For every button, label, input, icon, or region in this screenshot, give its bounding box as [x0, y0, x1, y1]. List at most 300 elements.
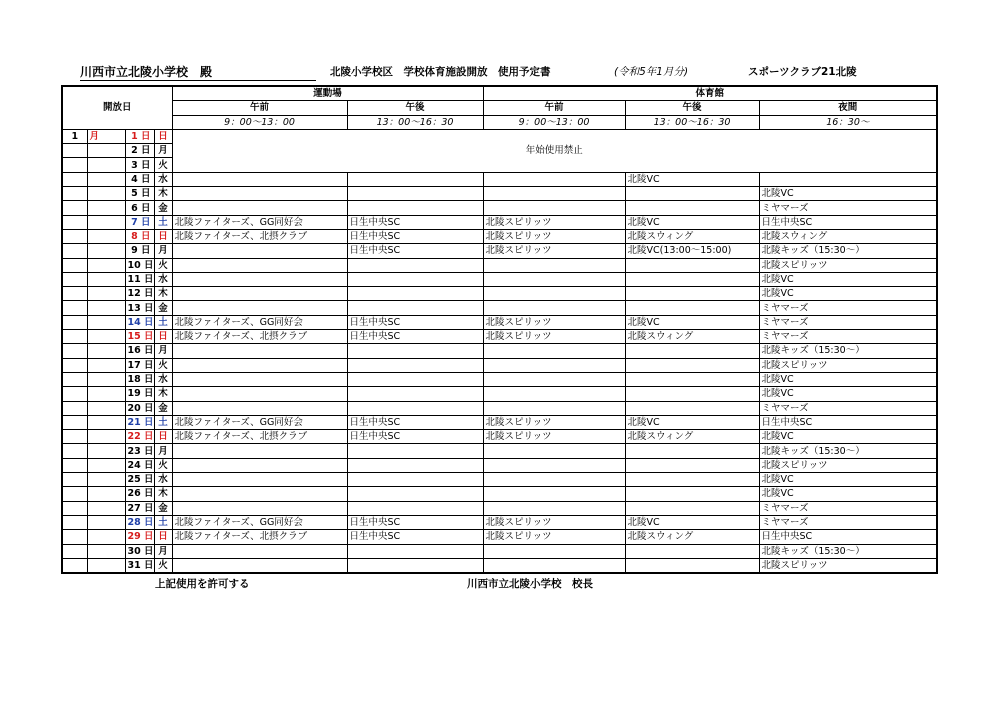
- table-row: [62, 129, 937, 143]
- table-row: [62, 287, 937, 301]
- month-unit-cell: [87, 430, 125, 444]
- schedule-cell-y2: [625, 501, 759, 515]
- schedule-cell-g1: [172, 558, 347, 573]
- day-number: 13 日: [125, 301, 154, 315]
- month-unit-cell: [87, 201, 125, 215]
- day-unit: 日: [137, 231, 151, 243]
- table-row: [62, 444, 937, 458]
- schedule-cell-g2: [347, 401, 483, 415]
- month-unit-cell: [87, 287, 125, 301]
- schedule-cell-y1: [483, 372, 625, 386]
- month-cell: [62, 558, 87, 573]
- schedule-cell-y3: 日生中央SC: [759, 415, 937, 429]
- table-row: [62, 215, 937, 229]
- principal-signature: 川西市立北陵小学校 校長: [467, 578, 593, 590]
- schedule-cell-y2: 北陵VC: [625, 215, 759, 229]
- schedule-cell-y3: 北陵VC: [759, 287, 937, 301]
- schedule-cell-y2: [625, 458, 759, 472]
- month-cell: [62, 158, 87, 172]
- day-unit: 日: [140, 374, 154, 386]
- schedule-cell-g2: [347, 287, 483, 301]
- day-unit: 日: [140, 402, 154, 414]
- month-unit-cell: [87, 344, 125, 358]
- month-cell: [62, 372, 87, 386]
- schedule-cell-y2: [625, 444, 759, 458]
- document-title: 北陵小学校区 学校体育施設開放 使用予定書: [330, 66, 551, 78]
- month-cell: [62, 487, 87, 501]
- schedule-cell-y3: ミヤマーズ: [759, 401, 937, 415]
- schedule-cell-y2: [625, 358, 759, 372]
- month-unit-cell: [87, 444, 125, 458]
- schedule-cell-y1: [483, 487, 625, 501]
- month-cell: [62, 229, 87, 243]
- table-row: [62, 229, 937, 243]
- schedule-cell-y2: 北陵VC(13:00～15:00): [625, 244, 759, 258]
- day-number: 29 日: [125, 530, 154, 544]
- table-row: [62, 315, 937, 329]
- schedule-cell-y1: [483, 387, 625, 401]
- schedule-cell-g1: 北陵ファイターズ、GG同好会: [172, 415, 347, 429]
- month-cell: [62, 444, 87, 458]
- day-number: 15 日: [125, 330, 154, 344]
- day-number: 7 日: [125, 215, 154, 229]
- month-cell: [62, 544, 87, 558]
- month-unit-cell: [87, 401, 125, 415]
- schedule-cell-y2: [625, 558, 759, 573]
- schedule-cell-g2: [347, 558, 483, 573]
- schedule-cell-g1: [172, 501, 347, 515]
- schedule-cell-g2: 日生中央SC: [347, 430, 483, 444]
- schedule-cell-g2: [347, 187, 483, 201]
- schedule-cell-y2: 北陵VC: [625, 315, 759, 329]
- schedule-cell-g1: 北陵ファイターズ、北摂クラブ: [172, 430, 347, 444]
- day-unit: 日: [140, 459, 154, 471]
- table-row: [62, 415, 937, 429]
- day-number: 16 日: [125, 344, 154, 358]
- weekday: 木: [154, 387, 172, 401]
- schedule-cell-y1: [483, 401, 625, 415]
- table-row: [62, 387, 937, 401]
- recipient-school: 川西市立北陵小学校 殿: [80, 63, 316, 81]
- day-unit: 日: [140, 559, 154, 571]
- day-number: 25 日: [125, 473, 154, 487]
- schedule-cell-y3: ミヤマーズ: [759, 201, 937, 215]
- schedule-cell-g2: [347, 258, 483, 272]
- schedule-cell-g1: [172, 444, 347, 458]
- weekday: 月: [154, 444, 172, 458]
- table-row: [62, 544, 937, 558]
- schedule-cell-y1: [483, 558, 625, 573]
- permit-statement: 上記使用を許可する: [155, 578, 250, 590]
- day-unit: 日: [140, 359, 154, 371]
- schedule-cell-y2: 北陵スウィング: [625, 229, 759, 243]
- table-row: [62, 458, 937, 472]
- schedule-cell-g1: 北陵ファイターズ、GG同好会: [172, 515, 347, 529]
- schedule-cell-y2: [625, 387, 759, 401]
- schedule-cell-y3: 北陵スピリッツ: [759, 258, 937, 272]
- month-unit-cell: [87, 258, 125, 272]
- month-unit-cell: [87, 487, 125, 501]
- weekday: 水: [154, 473, 172, 487]
- weekday: 水: [154, 172, 172, 186]
- schedule-cell-g2: [347, 387, 483, 401]
- month-cell: [62, 387, 87, 401]
- schedule-cell-y2: [625, 187, 759, 201]
- schedule-cell-y1: [483, 458, 625, 472]
- month-unit-cell: [87, 387, 125, 401]
- day-unit: 日: [137, 131, 151, 143]
- month-cell: [62, 501, 87, 515]
- schedule-cell-y3: 北陵キッズ（15:30～）: [759, 544, 937, 558]
- schedule-cell-g2: [347, 487, 483, 501]
- day-unit: 日: [137, 202, 151, 214]
- month-cell: [62, 515, 87, 529]
- schedule-cell-y1: [483, 444, 625, 458]
- schedule-cell-g2: [347, 473, 483, 487]
- weekday: 日: [154, 129, 172, 143]
- gym-header: 体育館: [483, 86, 937, 101]
- schedule-cell-y2: [625, 287, 759, 301]
- table-row: [62, 401, 937, 415]
- schedule-cell-y2: [625, 544, 759, 558]
- table-row: [62, 244, 937, 258]
- schedule-cell-y1: 北陵スピリッツ: [483, 244, 625, 258]
- schedule-cell-g2: 日生中央SC: [347, 530, 483, 544]
- ground-morning-header: 午前: [172, 101, 347, 115]
- month-cell: [62, 258, 87, 272]
- schedule-cell-y1: [483, 344, 625, 358]
- month-cell: [62, 172, 87, 186]
- weekday: 金: [154, 501, 172, 515]
- day-number: 8 日: [125, 229, 154, 243]
- schedule-cell-y3: ミヤマーズ: [759, 301, 937, 315]
- ground-afternoon-time: 13：00～16：30: [347, 115, 483, 129]
- schedule-cell-y2: 北陵VC: [625, 172, 759, 186]
- schedule-cell-y3: ミヤマーズ: [759, 330, 937, 344]
- schedule-cell-g2: [347, 501, 483, 515]
- schedule-cell-g2: [347, 444, 483, 458]
- schedule-cell-y3: 日生中央SC: [759, 530, 937, 544]
- table-row: [62, 330, 937, 344]
- schedule-cell-y1: 北陵スピリッツ: [483, 415, 625, 429]
- month-unit-cell: [87, 372, 125, 386]
- month-unit-cell: [87, 544, 125, 558]
- day-number: 10 日: [125, 258, 154, 272]
- ground-morning-time: 9：00～13：00: [172, 115, 347, 129]
- schedule-cell-y2: 北陵スウィング: [625, 330, 759, 344]
- schedule-cell-y3: ミヤマーズ: [759, 315, 937, 329]
- day-unit: 日: [137, 145, 151, 157]
- schedule-cell-y3: 北陵スピリッツ: [759, 458, 937, 472]
- schedule-cell-g1: 北陵ファイターズ、北摂クラブ: [172, 530, 347, 544]
- schedule-cell-g1: [172, 387, 347, 401]
- weekday: 日: [154, 229, 172, 243]
- schedule-cell-y2: [625, 272, 759, 286]
- day-unit: 日: [140, 274, 154, 285]
- schedule-cell-g2: [347, 272, 483, 286]
- month-cell: [62, 530, 87, 544]
- day-unit: 日: [140, 345, 154, 357]
- day-unit: 日: [140, 302, 154, 314]
- schedule-cell-g1: [172, 458, 347, 472]
- month-unit-cell: [87, 473, 125, 487]
- gym-afternoon-header: 午後: [625, 101, 759, 115]
- day-number: 23 日: [125, 444, 154, 458]
- month-unit-cell: [87, 187, 125, 201]
- day-unit: 日: [140, 316, 154, 328]
- weekday: 水: [154, 272, 172, 286]
- month-cell: [62, 272, 87, 286]
- weekday: 火: [154, 258, 172, 272]
- month-unit-cell: [87, 172, 125, 186]
- schedule-cell-y2: 北陵スウィング: [625, 430, 759, 444]
- schedule-cell-y3: 北陵VC: [759, 487, 937, 501]
- month-unit-cell: [87, 244, 125, 258]
- table-row: [62, 558, 937, 573]
- day-number: 2 日: [125, 144, 154, 158]
- schedule-cell-y1: 北陵スピリッツ: [483, 530, 625, 544]
- schedule-cell-y1: [483, 473, 625, 487]
- weekday: 火: [154, 458, 172, 472]
- weekday: 土: [154, 515, 172, 529]
- table-row: [62, 487, 937, 501]
- schedule-cell-y3: 北陵VC: [759, 430, 937, 444]
- gym-morning-header: 午前: [483, 101, 625, 115]
- day-unit: 日: [140, 502, 154, 514]
- schedule-cell-y1: [483, 187, 625, 201]
- schedule-cell-g1: 北陵ファイターズ、北摂クラブ: [172, 330, 347, 344]
- schedule-cell-g1: [172, 272, 347, 286]
- schedule-cell-y3: 北陵VC: [759, 272, 937, 286]
- weekday: 土: [154, 215, 172, 229]
- day-unit: 日: [140, 331, 154, 343]
- schedule-cell-y3: 北陵スピリッツ: [759, 558, 937, 573]
- schedule-cell-y1: 北陵スピリッツ: [483, 515, 625, 529]
- table-row: [62, 258, 937, 272]
- schedule-cell-y1: [483, 301, 625, 315]
- document-header: [0, 64, 1000, 80]
- schedule-cell-y3: 北陵VC: [759, 473, 937, 487]
- schedule-cell-g1: [172, 401, 347, 415]
- schedule-cell-g1: 北陵ファイターズ、GG同好会: [172, 215, 347, 229]
- day-unit: 日: [137, 159, 151, 171]
- month-unit-cell: [87, 301, 125, 315]
- day-number: 19 日: [125, 387, 154, 401]
- table-row: [62, 358, 937, 372]
- table-row: [62, 344, 937, 358]
- schedule-cell-g2: 日生中央SC: [347, 229, 483, 243]
- header-row-2: [62, 101, 937, 115]
- table-row: [62, 201, 937, 215]
- weekday: 日: [154, 430, 172, 444]
- month-unit-cell: [87, 215, 125, 229]
- schedule-cell-y3: ミヤマーズ: [759, 501, 937, 515]
- schedule-cell-g2: [347, 372, 483, 386]
- schedule-cell-y1: [483, 358, 625, 372]
- schedule-cell-g1: [172, 344, 347, 358]
- schedule-cell-y2: [625, 344, 759, 358]
- day-number: 5 日: [125, 187, 154, 201]
- month-unit: 月: [87, 129, 125, 143]
- day-number: 30 日: [125, 544, 154, 558]
- month-cell: [62, 358, 87, 372]
- gym-night-header: 夜間: [759, 101, 937, 115]
- day-number: 12 日: [125, 287, 154, 301]
- month-cell: [62, 215, 87, 229]
- weekday: 木: [154, 187, 172, 201]
- schedule-cell-y1: [483, 172, 625, 186]
- weekday: 月: [154, 544, 172, 558]
- schedule-cell-y2: 北陵VC: [625, 415, 759, 429]
- month-unit-cell: [87, 158, 125, 172]
- schedule-table: [61, 85, 938, 574]
- schedule-cell-y3: 北陵VC: [759, 187, 937, 201]
- month-cell: [62, 244, 87, 258]
- table-row: [62, 172, 937, 186]
- schedule-cell-g2: [347, 458, 483, 472]
- month-unit-cell: [87, 330, 125, 344]
- schedule-cell-y2: [625, 401, 759, 415]
- schedule-cell-y1: 北陵スピリッツ: [483, 215, 625, 229]
- month-cell: [62, 401, 87, 415]
- month-cell: [62, 315, 87, 329]
- table-row: [62, 301, 937, 315]
- month-cell: [62, 187, 87, 201]
- day-unit: 日: [140, 517, 154, 529]
- schedule-cell-g2: [347, 544, 483, 558]
- day-unit: 日: [140, 531, 154, 543]
- schedule-cell-g1: [172, 358, 347, 372]
- table-row: [62, 272, 937, 286]
- month-cell: [62, 430, 87, 444]
- gym-morning-time: 9：00～13：00: [483, 115, 625, 129]
- table-row: [62, 430, 937, 444]
- table-row: [62, 530, 937, 544]
- schedule-cell-y2: 北陵VC: [625, 515, 759, 529]
- schedule-cell-y3: 北陵VC: [759, 372, 937, 386]
- schedule-cell-y2: [625, 201, 759, 215]
- header-row-1: [62, 86, 937, 101]
- schedule-cell-y3: 北陵キッズ（15:30～）: [759, 444, 937, 458]
- table-row: [62, 501, 937, 515]
- schedule-cell-g1: [172, 487, 347, 501]
- day-number: 22 日: [125, 430, 154, 444]
- schedule-cell-y2: [625, 487, 759, 501]
- schedule-cell-y3: 北陵スウィング: [759, 229, 937, 243]
- day-unit: 日: [140, 488, 154, 500]
- schedule-cell-y2: [625, 301, 759, 315]
- day-number: 14 日: [125, 315, 154, 329]
- schedule-cell-y1: 北陵スピリッツ: [483, 315, 625, 329]
- weekday: 火: [154, 558, 172, 573]
- schedule-cell-g1: [172, 187, 347, 201]
- weekday: 月: [154, 244, 172, 258]
- schedule-cell-g1: [172, 201, 347, 215]
- month-unit-cell: [87, 458, 125, 472]
- schedule-cell-g2: 日生中央SC: [347, 330, 483, 344]
- ground-header: 運動場: [172, 86, 483, 101]
- schedule-cell-y2: [625, 473, 759, 487]
- schedule-cell-y2: 北陵スウィング: [625, 530, 759, 544]
- document-period: (令和5年1月分): [614, 66, 689, 78]
- weekday: 土: [154, 415, 172, 429]
- schedule-cell-g2: [347, 344, 483, 358]
- month-unit-cell: [87, 229, 125, 243]
- schedule-cell-y1: [483, 501, 625, 515]
- month-cell: [62, 330, 87, 344]
- month-unit-cell: [87, 415, 125, 429]
- month-cell: [62, 201, 87, 215]
- weekday: 土: [154, 315, 172, 329]
- schedule-cell-g1: [172, 301, 347, 315]
- open-day-header: 開放日: [62, 86, 172, 129]
- schedule-cell-g2: 日生中央SC: [347, 215, 483, 229]
- schedule-cell-y1: [483, 201, 625, 215]
- weekday: 月: [154, 144, 172, 158]
- schedule-cell-g2: 日生中央SC: [347, 244, 483, 258]
- schedule-cell-y3: 北陵スピリッツ: [759, 358, 937, 372]
- schedule-cell-y1: [483, 258, 625, 272]
- month-cell: [62, 473, 87, 487]
- day-number: 3 日: [125, 158, 154, 172]
- schedule-cell-y1: [483, 287, 625, 301]
- day-number: 21 日: [125, 415, 154, 429]
- schedule-cell-g1: [172, 287, 347, 301]
- day-number: 24 日: [125, 458, 154, 472]
- header-row-3: [62, 115, 937, 129]
- day-number: 1 日: [125, 129, 154, 143]
- day-number: 11 日: [125, 272, 154, 286]
- month-number: 1: [62, 129, 87, 143]
- schedule-cell-g1: [172, 372, 347, 386]
- schedule-cell-g1: 北陵ファイターズ、GG同好会: [172, 315, 347, 329]
- schedule-cell-g2: [347, 358, 483, 372]
- month-cell: [62, 144, 87, 158]
- month-unit-cell: [87, 530, 125, 544]
- schedule-cell-g2: 日生中央SC: [347, 315, 483, 329]
- gym-night-time: 16：30～: [759, 115, 937, 129]
- table-row: [62, 473, 937, 487]
- schedule-cell-y3: 北陵キッズ（15:30～）: [759, 244, 937, 258]
- gym-afternoon-time: 13：00～16：30: [625, 115, 759, 129]
- month-cell: [62, 287, 87, 301]
- day-unit: 日: [140, 288, 154, 300]
- month-unit-cell: [87, 272, 125, 286]
- schedule-cell-g2: 日生中央SC: [347, 415, 483, 429]
- day-unit: 日: [137, 245, 151, 257]
- schedule-cell-y3: ミヤマーズ: [759, 515, 937, 529]
- schedule-cell-y1: 北陵スピリッツ: [483, 430, 625, 444]
- schedule-cell-g2: [347, 201, 483, 215]
- day-number: 26 日: [125, 487, 154, 501]
- schedule-cell-g1: [172, 244, 347, 258]
- month-unit-cell: [87, 315, 125, 329]
- schedule-cell-y3: 北陵キッズ（15:30～）: [759, 344, 937, 358]
- weekday: 火: [154, 358, 172, 372]
- weekday: 金: [154, 401, 172, 415]
- schedule-cell-y2: [625, 258, 759, 272]
- month-cell: [62, 415, 87, 429]
- schedule-cell-g1: [172, 473, 347, 487]
- day-unit: 日: [140, 474, 154, 486]
- schedule-cell-y1: 北陵スピリッツ: [483, 229, 625, 243]
- day-unit: 日: [140, 259, 154, 271]
- schedule-cell-g1: [172, 258, 347, 272]
- day-unit: 日: [137, 173, 151, 185]
- day-unit: 日: [140, 445, 154, 457]
- table-row: [62, 515, 937, 529]
- weekday: 火: [154, 158, 172, 172]
